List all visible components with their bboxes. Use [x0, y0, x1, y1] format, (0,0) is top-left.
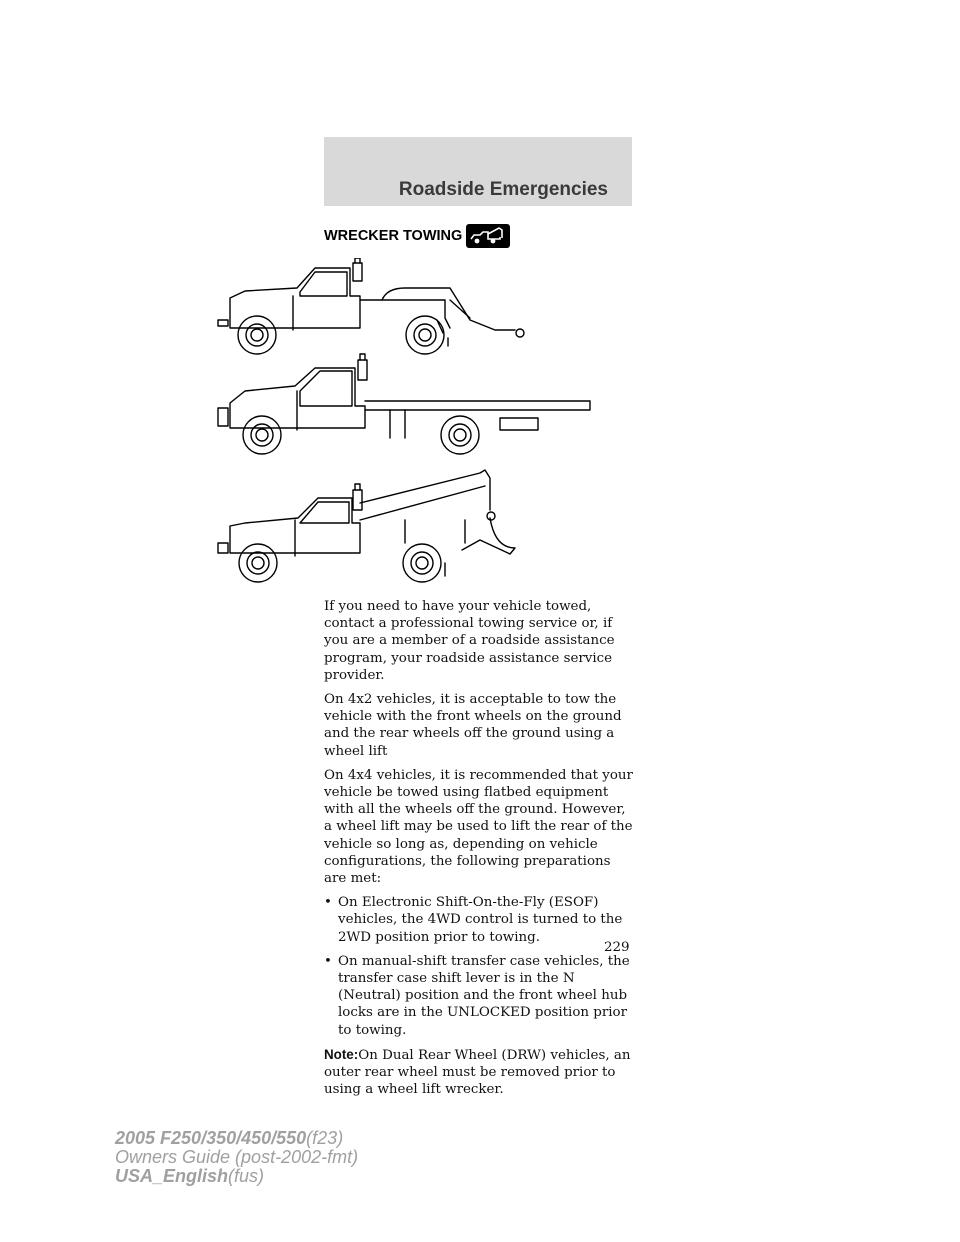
note-text: On Dual Rear Wheel (DRW) vehicles, an outer rear wheel must be removed prior to using a wheel lift wrecker. [324, 1047, 631, 1098]
list-item [324, 953, 634, 1039]
boom-wrecker-tow-truck-figure [218, 470, 515, 582]
list-item-text: On Electronic Shift-On-the-Fly (ESOF) vehicles, the 4WD control is turned to the 2WD position prior to towing. [338, 895, 623, 945]
bullet-glyph: • [324, 953, 332, 969]
section-heading [324, 224, 510, 248]
paragraph: On 4x4 vehicles, it is recommended that your vehicle be towed using flatbed equipment with all the wheels off the ground. However, a wheel lift may be used to lift the rear of the vehicle so long as, depending on vehicle configurations, the following preparations are met: [324, 767, 633, 887]
list-item-text: On manual-shift transfer case vehicles, the transfer case shift lever is in the N (Neutral) position and the front wheel hub locks are in the UNLOCKED position prior to towing. [338, 953, 630, 1038]
flatbed-tow-truck-figure [218, 354, 590, 454]
wheel-lift-tow-truck-figure [218, 258, 524, 354]
bullet-list [324, 894, 634, 1039]
note-paragraph [324, 1046, 634, 1099]
paragraph: If you need to have your vehicle towed, contact a professional towing service or, if you are a member of a roadside assistance program, your roadside assistance service provider. [324, 599, 615, 683]
list-item [324, 894, 634, 946]
bullet-glyph: • [324, 895, 332, 911]
header-band [324, 137, 632, 206]
page-number: 229 [604, 940, 630, 955]
footer-line-2: Owners Guide (post-2002-fmt) [115, 1147, 359, 1167]
note-label: Note: [324, 1046, 359, 1062]
paragraph: On 4x2 vehicles, it is acceptable to tow the vehicle with the front wheels on the ground and the rear wheels off the ground using a wheel lift [324, 692, 622, 759]
tow-truck-illustrations [200, 258, 600, 588]
tow-truck-icon [466, 224, 510, 248]
body-text [324, 598, 634, 1105]
footer-language-code: (fus) [228, 1166, 265, 1186]
footer-model-code: (f23) [306, 1128, 344, 1148]
footer-model: 2005 F250/350/450/550 [115, 1128, 307, 1148]
document-footer [115, 1129, 358, 1186]
heading-title: WRECKER TOWING [324, 228, 463, 244]
footer-line-3 [115, 1167, 358, 1186]
footer-line-1 [115, 1129, 358, 1148]
footer-language: USA_English [115, 1166, 229, 1186]
section-title: Roadside Emergencies [398, 179, 608, 200]
